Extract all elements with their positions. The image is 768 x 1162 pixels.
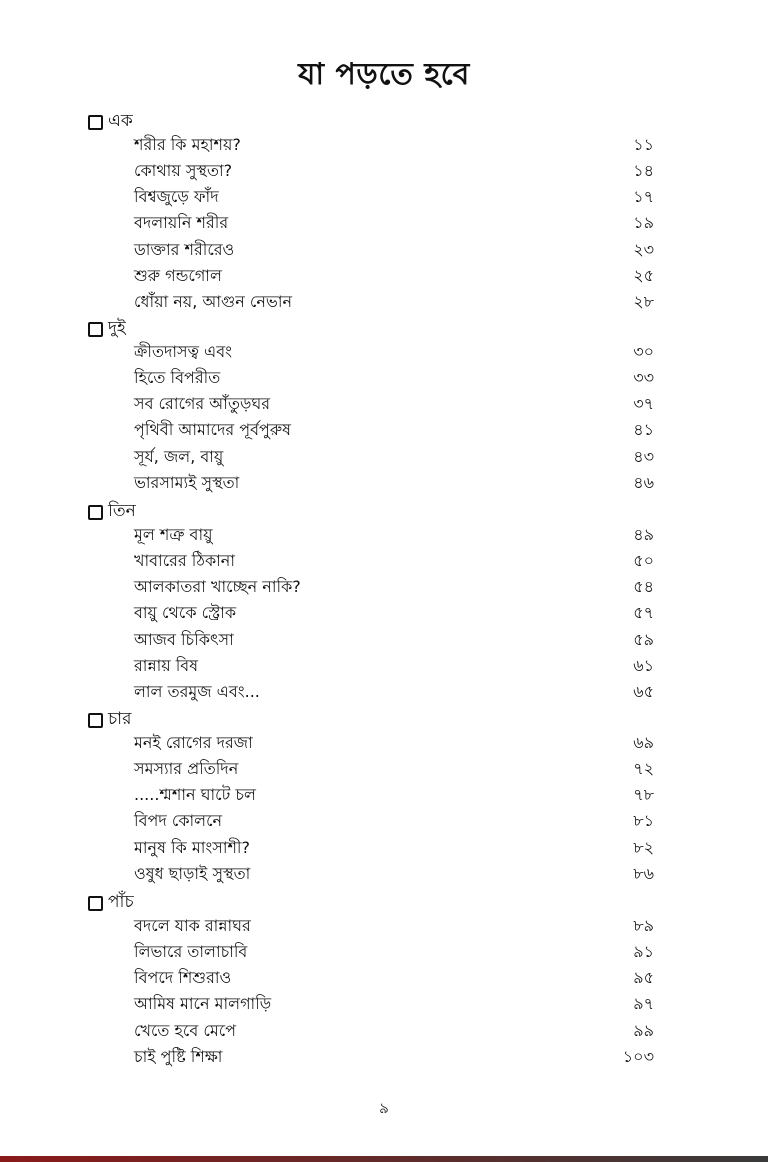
toc-entry [134, 575, 654, 601]
toc-entry-page: ৪৯ [633, 524, 654, 544]
toc-entry-page: ৪৬ [633, 473, 654, 492]
toc-entry-page: ৫৯ [633, 629, 654, 649]
toc-entry-page: ৮২ [633, 837, 654, 857]
toc-entry [134, 339, 654, 365]
toc-entry-title: ওষুধ ছাড়াই সুস্থতা [134, 864, 251, 883]
toc-entry [134, 992, 654, 1018]
section-heading [88, 708, 131, 732]
toc-entry [134, 730, 654, 756]
section-heading-label: চার [108, 709, 132, 729]
toc-entry-page: ৩৩ [633, 367, 654, 387]
toc-entry [134, 680, 654, 706]
toc-entry [134, 418, 654, 444]
toc-entry [134, 913, 654, 939]
toc-entry [134, 471, 654, 497]
page-edge-line [0, 1156, 768, 1162]
toc-entry [134, 158, 654, 184]
toc-entry-page: ২৩ [633, 239, 654, 259]
toc-entry [134, 627, 654, 653]
toc-entry [134, 264, 654, 290]
toc-entry-page: ১০৩ [622, 1047, 654, 1066]
toc-entry-title: শুরু গন্ডগোল [134, 266, 222, 285]
toc-entry [134, 548, 654, 574]
toc-entry-title: .....শ্মশান ঘাটে চল [134, 785, 256, 805]
checkbox-icon [88, 322, 103, 337]
toc-entry [134, 654, 654, 680]
toc-entry-page: ৮১ [633, 811, 654, 831]
section-heading [88, 110, 133, 134]
toc-entry-page: ৯৭ [633, 994, 654, 1014]
toc-entry-page: ৫৭ [633, 603, 654, 623]
toc-entry [134, 783, 654, 809]
section-heading [88, 500, 136, 524]
toc-entry [134, 756, 654, 782]
toc-entry-title: পৃথিবী আমাদের পূর্বপুরুষ [134, 420, 292, 440]
toc-entry-page: ৭৮ [633, 785, 654, 805]
toc-entry-page: ৯৫ [633, 968, 654, 988]
toc-entry-page: ১৭ [633, 187, 654, 207]
toc-entry [134, 1045, 654, 1071]
toc-entry [134, 392, 654, 418]
toc-entry [134, 966, 654, 992]
toc-entry-page: ৩৭ [633, 394, 654, 414]
section-heading [88, 317, 126, 341]
toc-entry-page: ৭২ [633, 758, 654, 778]
page-number: ৯ [379, 1099, 389, 1117]
toc-entry-title: বিপদে শিশুরাও [134, 968, 232, 988]
toc-entry-page: ৯১ [633, 941, 654, 961]
toc-entry [134, 444, 654, 470]
toc-entry [134, 1018, 654, 1044]
toc-entry-title: কোথায় সুস্থতা? [134, 160, 233, 180]
toc-entry [134, 862, 654, 888]
toc-entry-page: ২৫ [633, 266, 654, 285]
toc-entry-title: ডাক্তার শরীরেও [134, 239, 235, 259]
section-heading-label: পাঁচ [108, 892, 134, 912]
toc-entry-title: বিশ্বজুড়ে ফাঁদ [134, 187, 219, 207]
toc-entry-page: ৮৬ [633, 864, 654, 883]
toc-entry-title: লাল তরমুজ এবং... [134, 682, 260, 702]
checkbox-icon [88, 115, 103, 130]
toc-entry-title: বদলে যাক রান্নাঘর [134, 915, 251, 935]
section-heading-label: তিন [108, 501, 136, 521]
toc-entry-title: বদলায়নি শরীর [134, 213, 229, 233]
toc-entry-page: ৬১ [633, 656, 654, 675]
toc-entry-page: ৬৫ [633, 682, 654, 702]
toc-entry-title: রান্নায় বিষ [134, 656, 199, 675]
section-heading [88, 891, 134, 915]
toc-entry [134, 211, 654, 237]
toc-entry-title: খেতে হবে মেপে [134, 1020, 237, 1040]
toc-entry-title: আলকাতরা খাচ্ছেন নাকি? [134, 577, 301, 597]
toc-entry-title: শরীর কি মহাশয়? [134, 134, 241, 154]
checkbox-icon [88, 713, 103, 728]
toc-entry-title: মূল শত্রু বায়ু [134, 524, 213, 544]
toc-entry-page: ১১ [633, 134, 654, 154]
toc-entry-title: ধোঁয়া নয়, আগুন নেভান [134, 292, 293, 312]
section-heading-label: দুই [108, 318, 126, 338]
toc-entry-title: হিতে বিপরীত [134, 367, 221, 387]
toc-entry-title: সূর্য, জল, বায়ু [134, 446, 224, 466]
toc-entry-title: সমস্যার প্রতিদিন [134, 758, 239, 778]
toc-entry-title: সব রোগের আঁতুড়ঘর [134, 394, 271, 414]
toc-entry [134, 939, 654, 965]
toc-entry [134, 237, 654, 263]
toc-entry-page: ৩০ [633, 341, 654, 361]
toc-entry-page: ৪৩ [633, 446, 654, 466]
toc-entry-page: ৬৯ [633, 732, 654, 752]
toc-entry-title: ক্রীতদাসত্ব এবং [134, 341, 233, 361]
toc-entry-page: ১৯ [633, 213, 654, 233]
toc-entry-title: আমিষ মানে মালগাড়ি [134, 994, 272, 1014]
toc-entry-title: ভারসাম্যই সুস্থতা [134, 473, 240, 492]
checkbox-icon [88, 505, 103, 520]
toc-entry-page: ৮৯ [633, 915, 654, 935]
toc-entry-title: চাই পুষ্টি শিক্ষা [134, 1047, 223, 1066]
toc-entry-page: ১৪ [633, 160, 654, 180]
toc-entry-title: আজব চিকিৎসা [134, 629, 234, 649]
toc-entry [134, 835, 654, 861]
toc-entry-title: বায়ু থেকে স্ট্রোক [134, 603, 237, 623]
toc-entry-title: মানুষ কি মাংসাশী? [134, 837, 250, 857]
toc-entry-page: ৪১ [633, 420, 654, 440]
toc-entry-title: মনই রোগের দরজা [134, 732, 253, 752]
toc-entry-title: খাবারের ঠিকানা [134, 550, 235, 570]
toc-entry-page: ৫৪ [633, 577, 654, 597]
page-title: যা পড়তে হবে [298, 57, 470, 92]
section-heading-label: এক [108, 111, 133, 131]
toc-entry-page: ৫০ [633, 550, 654, 570]
toc-entry-title: লিভারে তালাচাবি [134, 941, 248, 961]
toc-entry-title: বিপদ কোলনে [134, 811, 223, 831]
checkbox-icon [88, 896, 103, 911]
toc-entry [134, 185, 654, 211]
toc-entry [134, 290, 654, 316]
toc-entry [134, 365, 654, 391]
toc-entry [134, 809, 654, 835]
toc-entry-page: ২৮ [633, 292, 654, 312]
toc-entry-page: ৯৯ [633, 1020, 654, 1040]
toc-entry [134, 522, 654, 548]
toc-entry [134, 132, 654, 158]
toc-entry [134, 601, 654, 627]
